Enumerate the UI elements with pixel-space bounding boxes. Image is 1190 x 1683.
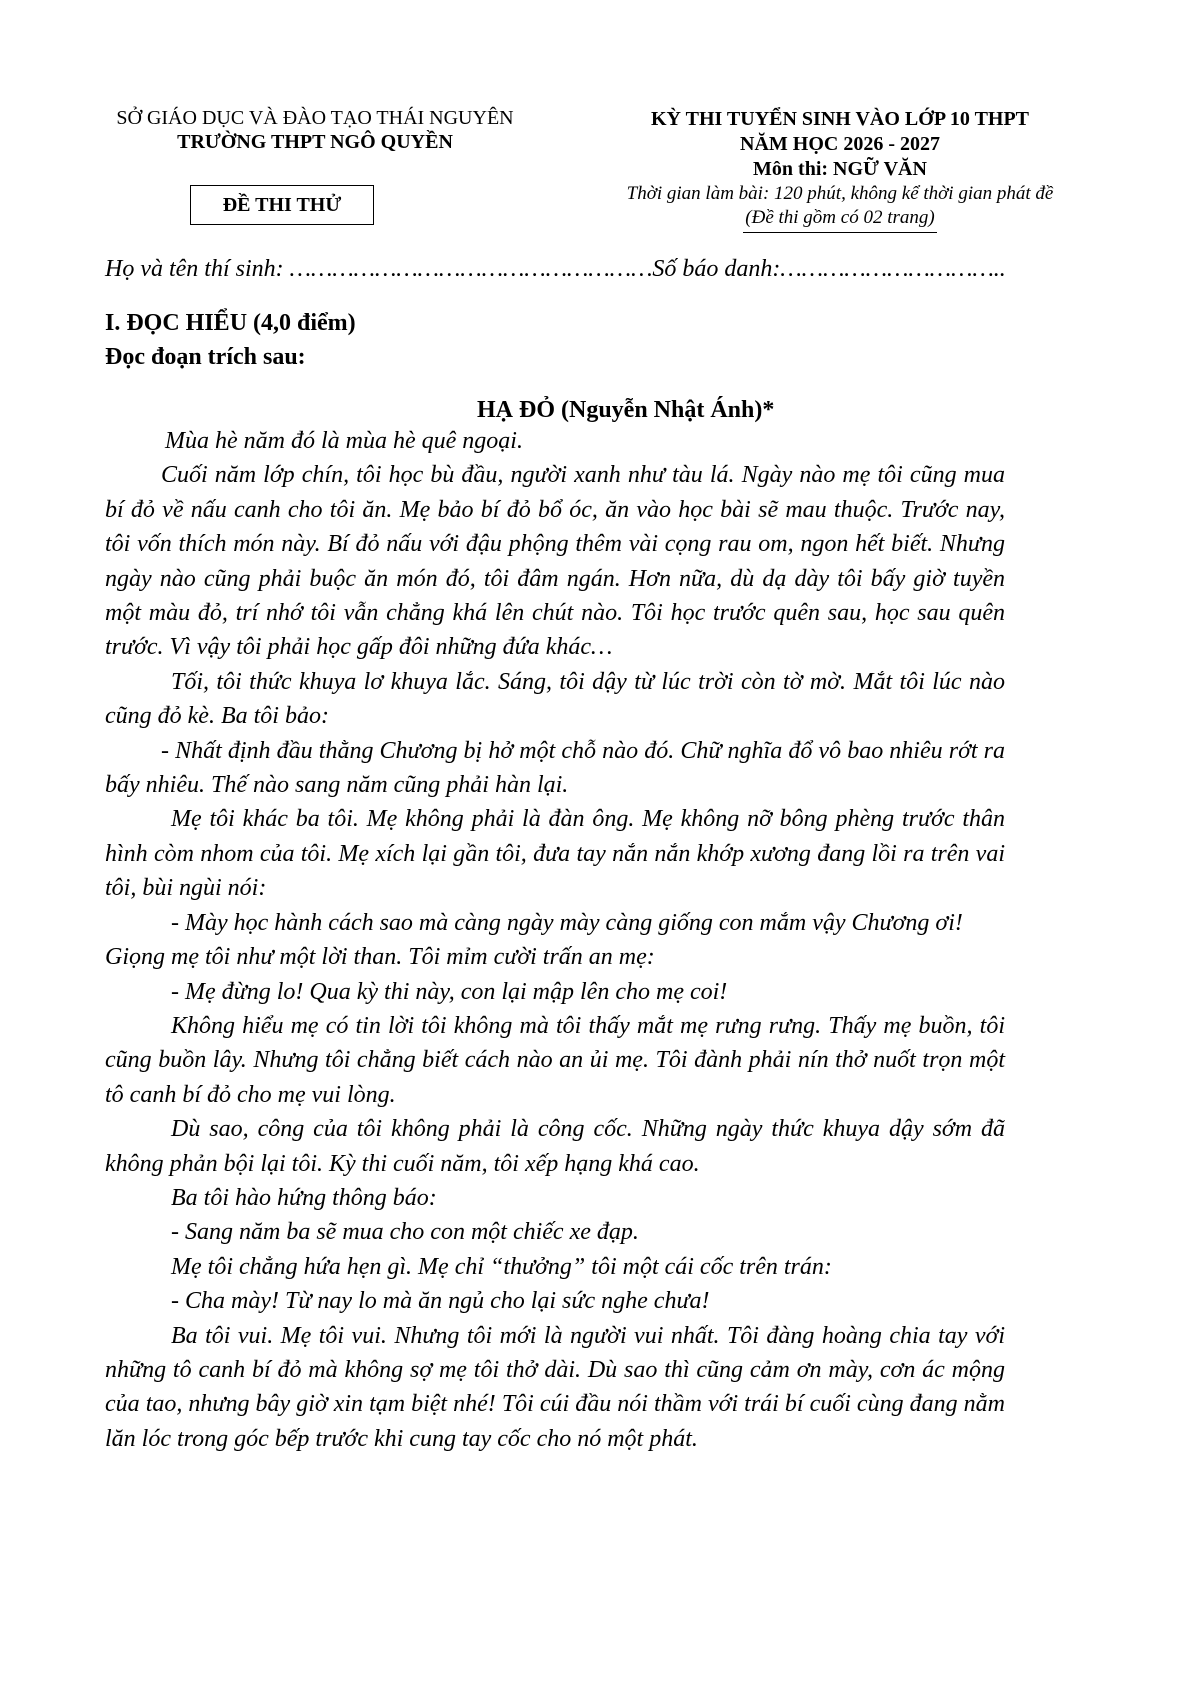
passage-paragraph: Mẹ tôi chẳng hứa hẹn gì. Mẹ chỉ “thưởng” tôi một cái cốc trên trán: xyxy=(171,1253,832,1280)
passage-paragraph: - Sang năm ba sẽ mua cho con một chiếc xe đạp. xyxy=(171,1219,639,1246)
department-name: SỞ GIÁO DỤC VÀ ĐÀO TẠO THÁI NGUYÊN xyxy=(116,107,514,129)
exam-name: KỲ THI TUYỂN SINH VÀO LỚP 10 THPT xyxy=(650,108,1030,130)
section-title: I. ĐỌC HIỂU (4,0 điểm) xyxy=(105,310,356,336)
passage-paragraph: Không hiểu mẹ có tin lời tôi không mà tôi thấy mắt mẹ rưng rưng. Thấy mẹ buồn, tôi cũng buồn lây. Nhưng tôi chẳng biết cách nào an ủi mẹ. Tôi đành phải nín thở nuốt trọn một tô canh bí đỏ cho mẹ vui lòng. xyxy=(105,1012,1005,1108)
passage-paragraph: Ba tôi hào hứng thông báo: xyxy=(171,1184,437,1211)
passage-paragraph: Dù sao, công của tôi không phải là công cốc. Những ngày thức khuya dậy sớm đã không phản bội lại tôi. Kỳ thi cuối năm, tôi xếp hạng khá cao. xyxy=(105,1116,1005,1177)
candidate-info-line: Họ và tên thí sinh: ……………………………………………Số báo danh:………………………….. xyxy=(105,256,1006,282)
school-year: NĂM HỌC 2026 - 2027 xyxy=(740,133,940,155)
exam-time-note: Thời gian làm bài: 120 phút, không kể thời gian phát đề xyxy=(626,183,1054,204)
school-name: TRƯỜNG THPT NGÔ QUYỀN xyxy=(177,131,453,153)
passage-paragraph: Cuối năm lớp chín, tôi học bù đầu, người xanh như tàu lá. Ngày nào mẹ tôi cũng mua bí đỏ về nấu canh cho tôi ăn. Mẹ bảo bí đỏ bổ óc, ăn vào học bài sẽ mau thuộc. Trước nay, tôi vốn thích món này. Bí đỏ nấu với đậu phộng thêm vài cọng rau om, ngon hết biết. Nhưng ngày nào cũng phải buộc ăn món đó, tôi đâm ngán. Hơn nữa, dù dạ dày tôi bấy giờ tuyền một màu đỏ, trí nhớ tôi vẫn chẳng khá lên chút nào. Tôi học trước quên sau, học sau quên trước. Vì vậy tôi phải học gấp đôi những đứa khác… xyxy=(105,462,1005,661)
passage-body xyxy=(105,424,1005,1456)
passage-paragraph: Giọng mẹ tôi như một lời than. Tôi mỉm cười trấn an mẹ: xyxy=(105,944,655,971)
passage-paragraph: Mẹ tôi khác ba tôi. Mẹ không phải là đàn ông. Mẹ không nỡ bông phèng trước thân hình còm nhom của tôi. Mẹ xích lại gần tôi, đưa tay nắn nắn khớp xương đang lồi ra trên vai tôi, bùi ngùi nói: xyxy=(105,806,1005,902)
section-instruction: Đọc đoạn trích sau: xyxy=(105,344,306,370)
passage-paragraph: - Mẹ đừng lo! Qua kỳ thi này, con lại mập lên cho mẹ coi! xyxy=(171,978,728,1005)
exam-subject: Môn thi: NGỮ VĂN xyxy=(753,158,927,180)
passage-paragraph: Ba tôi vui. Mẹ tôi vui. Nhưng tôi mới là người vui nhất. Tôi đàng hoàng chia tay với những tô canh bí đỏ mà không sợ mẹ tôi thở dài. Dù sao thì cũng cảm ơn mày, cơn ác mộng của tao, nhưng bây giờ xin tạm biệt nhé! Tôi cúi đầu nói thầm với trái bí cuối cùng đang nằm lăn lóc trong góc bếp trước khi cung tay cốc cho nó một phát. xyxy=(105,1322,1005,1452)
passage-paragraph: Mùa hè năm đó là mùa hè quê ngoại. xyxy=(165,428,523,454)
passage-paragraph: - Cha mày! Từ nay lo mà ăn ngủ cho lại sức nghe chưa! xyxy=(171,1288,710,1315)
exam-pages-note-text: (Đề thi gồm có 02 trang) xyxy=(743,205,936,233)
passage-paragraph: Tối, tôi thức khuya lơ khuya lắc. Sáng, tôi dậy từ lúc trời còn tờ mờ. Mắt tôi lúc nào cũng đỏ kè. Ba tôi bảo: xyxy=(105,668,1005,730)
passage-paragraph: - Mày học hành cách sao mà càng ngày mày càng giống con mắm vậy Chương ơi! xyxy=(171,909,963,936)
mock-exam-badge: ĐỀ THI THỬ xyxy=(190,185,374,225)
exam-pages-note xyxy=(590,205,1090,233)
passage-title: HẠ ĐỎ (Nguyễn Nhật Ánh)* xyxy=(477,397,775,423)
passage-paragraph: - Nhất định đầu thằng Chương bị hở một chỗ nào đó. Chữ nghĩa đổ vô bao nhiêu rớt ra bấy nhiêu. Thế nào sang năm cũng phải hàn lại. xyxy=(105,737,1005,799)
